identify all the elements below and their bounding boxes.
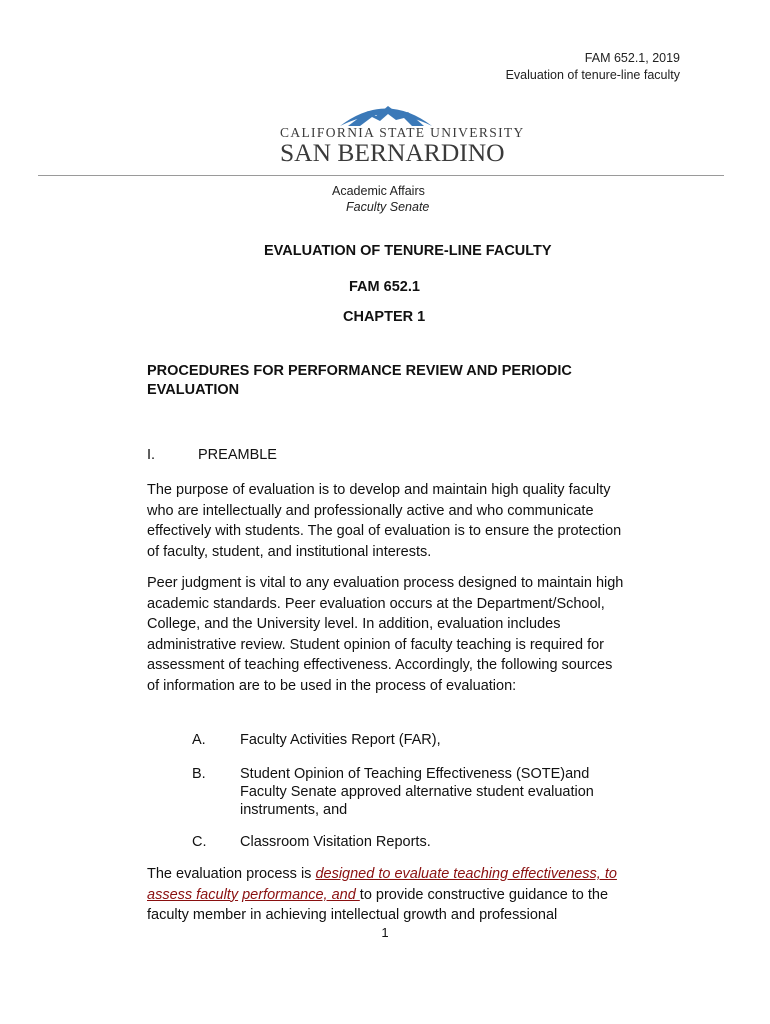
p3-prefix: The evaluation process is <box>147 866 316 882</box>
paragraph-evaluation-process <box>147 864 627 926</box>
unit-academic-affairs: Academic Affairs <box>332 184 425 198</box>
logo-line-university: CALIFORNIA STATE UNIVERSITY <box>280 125 525 140</box>
document-reference <box>506 50 680 84</box>
logo-line-campus: SAN BERNARDINO <box>280 138 505 167</box>
list-item-letter: C. <box>192 834 207 850</box>
p3-emphasis-teaching: designed to evaluate teaching effectiveness, to assess faculty <box>147 866 617 903</box>
p3-suffix: to provide constructive guidance to the faculty member in achieving intellectual growth and professional <box>147 886 609 923</box>
reference-title: Evaluation of tenure-line faculty <box>505 68 680 82</box>
header-divider <box>38 175 724 176</box>
list-item-letter: B. <box>192 766 206 782</box>
preamble-number: I. <box>147 447 156 463</box>
university-logo <box>280 95 525 167</box>
list-item-text: Faculty Activities Report (FAR), <box>240 732 441 748</box>
issuing-unit <box>332 183 429 215</box>
list-item <box>192 731 632 749</box>
paragraph-purpose: The purpose of evaluation is to develop and maintain high quality faculty who are intellectually and professionally active and who communicate effectively with students. The goal of evaluation is to ensure the protection of faculty, student, and institutional interests. <box>147 482 622 560</box>
mountain-arc-icon <box>338 95 434 127</box>
list-item-letter: A. <box>192 732 206 748</box>
reference-code: FAM 652.1, 2019 <box>584 51 680 65</box>
document-code: FAM 652.1 <box>349 279 420 295</box>
list-item <box>192 765 632 819</box>
paragraph-peer-judgment: Peer judgment is vital to any evaluation process designed to maintain high academic standards. Peer evaluation occurs at the Department/School, College, and the University level. In addition, evaluation includes administrative review. Student opinion of faculty teaching is required for assessment of teaching effectiveness. Accordingly, the following sources of information are to be used in the process of evaluation: <box>147 575 624 694</box>
preamble-label: PREAMBLE <box>198 447 277 463</box>
list-item-text: Student Opinion of Teaching Effectiveness (SOTE)and Faculty Senate approved alternative student evaluation instruments, and <box>240 766 594 818</box>
unit-faculty-senate: Faculty Senate <box>346 200 430 214</box>
list-item <box>192 833 632 851</box>
chapter-title: CHAPTER 1 <box>343 309 426 325</box>
p3-emphasis-performance: performance, and <box>242 886 360 903</box>
preamble-heading <box>147 447 277 463</box>
page-number: 1 <box>381 925 389 940</box>
document-title: EVALUATION OF TENURE-LINE FACULTY <box>264 243 552 259</box>
list-item-text: Classroom Visitation Reports. <box>240 834 431 850</box>
section-heading: PROCEDURES FOR PERFORMANCE REVIEW AND PERIODIC EVALUATION <box>147 363 572 398</box>
